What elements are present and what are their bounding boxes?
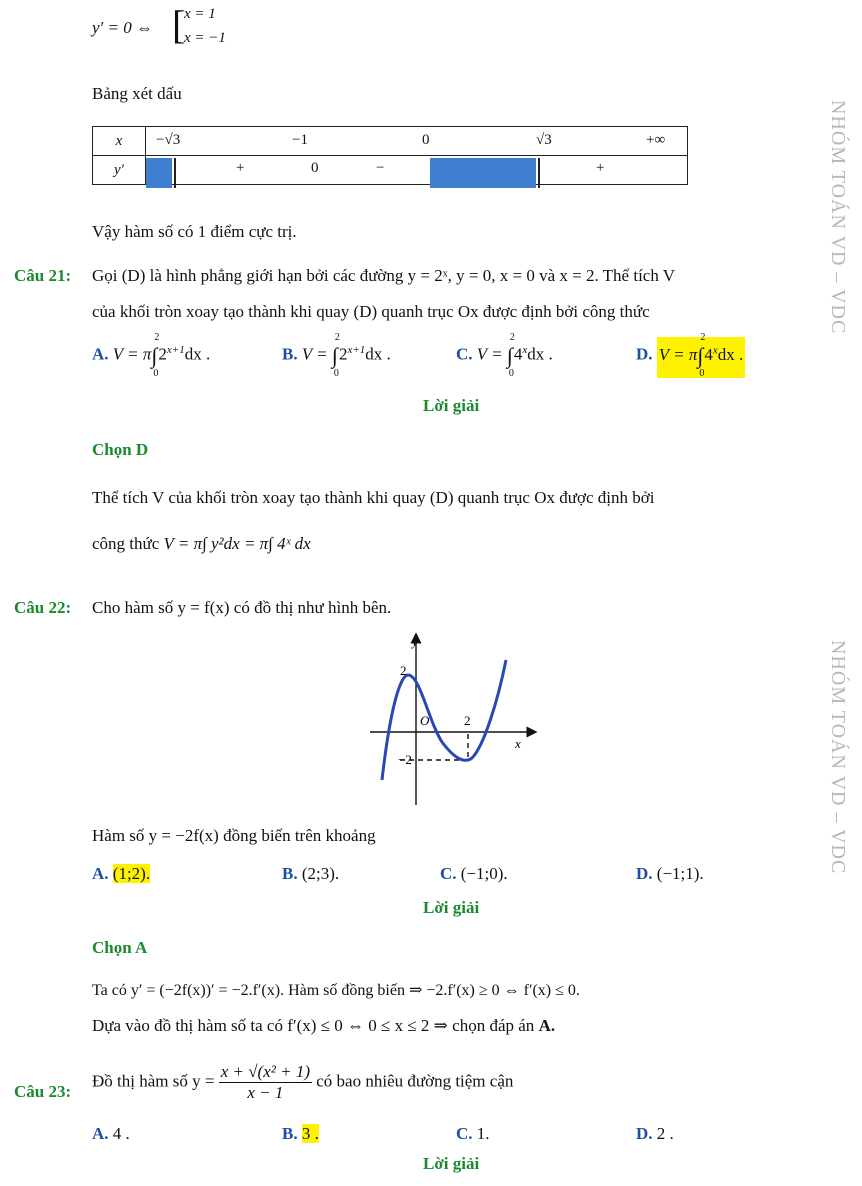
q21-solution-title: Lời giải [423, 396, 480, 415]
correct-answer-highlight: (1;2). [112, 864, 151, 883]
q23-option-a[interactable]: A. 4 . [92, 1124, 130, 1143]
double-bar-2 [538, 158, 540, 188]
double-bar-1 [174, 158, 176, 188]
conclusion: Vậy hàm số có 1 điểm cực trị. [92, 222, 297, 241]
derivative-zero-formula: y′ = 0 ⇔ [92, 18, 153, 37]
correct-answer-highlight: 3 . [301, 1124, 319, 1143]
q22-option-c[interactable]: C. (−1;0). [440, 864, 508, 883]
q22-label: Câu 22: [14, 598, 72, 617]
x-tick-2: 2 [464, 713, 471, 728]
sign-table-x-head: x [93, 127, 146, 156]
correct-answer-highlight: V = π∫ 2 0 4$^x$dx . [658, 331, 744, 379]
q23-text: Đồ thị hàm số y = $\frac{\text{x + √(x² + 1)}}{x - 1}$ có bao nhiêu đường tiệm cận [92, 1062, 514, 1102]
q22-question: Hàm số y = −2f(x) đồng biến trên khoảng [92, 826, 376, 845]
q23-option-c[interactable]: C. 1. [456, 1124, 490, 1143]
sign-plus-1: + [236, 160, 245, 176]
sign-table-y-row [146, 156, 688, 185]
q22-option-b[interactable]: B. (2;3). [282, 864, 340, 883]
case-1: x = 1 [184, 6, 216, 22]
undefined-region-1 [146, 158, 172, 188]
q23-label: Câu 23: [14, 1082, 72, 1101]
sign-table-title: Bảng xét dấu [92, 84, 182, 103]
y-tick-neg2: −2 [398, 752, 412, 767]
q23-solution-title: Lời giải [423, 1154, 480, 1173]
q22-line-2: Dựa vào đồ thị hàm số ta có f′(x) ≤ 0 ⇔ 0 ≤ x ≤ 2 ⇒ chọn đáp án A. [92, 1016, 556, 1035]
sign-minus: − [376, 160, 385, 176]
tick-neg-1: −1 [292, 132, 308, 148]
sign-plus-2: + [596, 160, 605, 176]
case-bracket: [ [172, 2, 186, 47]
sign-zero: 0 [311, 160, 319, 176]
side-watermark-1: NHÓM TOÁN VD – VDC [827, 100, 849, 335]
tick-0: 0 [422, 132, 430, 148]
q21-option-b[interactable]: B. V = ∫ 2 0 $2^{x+1}dx$ . [282, 331, 391, 379]
function-graph [360, 630, 540, 810]
sign-table-x-row [146, 127, 688, 156]
q22-option-a[interactable]: A. (1;2). [92, 864, 151, 883]
q21-text-2: của khối tròn xoay tạo thành khi quay (D) quanh trục Ox được định bởi công thức [92, 302, 650, 321]
q22-option-d[interactable]: D. (−1;1). [636, 864, 704, 883]
tick-sqrt3: √3 [536, 132, 552, 148]
integral-sign: ∫ 2 0 [331, 331, 340, 379]
q21-option-a[interactable]: A. V = π∫ 2 0 $2^{x+1}dx$ . [92, 331, 211, 379]
q23-option-b[interactable]: B. 3 . [282, 1124, 319, 1143]
q23-fraction: $\frac{\text{x + √(x² + 1)}}{x - 1}$ [220, 1062, 310, 1102]
q22-text: Cho hàm số y = f(x) có đồ thị như hình bên. [92, 598, 392, 617]
q21-option-d[interactable]: D. V = π∫ 2 0 4$^x$dx . [636, 331, 744, 379]
q21-option-c[interactable]: C. V = ∫ 2 0 4$^x$dx . [456, 331, 553, 379]
q22-line-1: Ta có y′ = (−2f(x))′ = −2.f′(x). Hàm số đồng biến ⇒ −2.f′(x) ≥ 0 ⇔ f′(x) ≤ 0. [92, 982, 580, 999]
q21-label: Câu 21: [14, 266, 72, 285]
y-tick-2: 2 [400, 663, 407, 678]
undefined-region-2 [430, 158, 536, 188]
tick-plus-inf: +∞ [646, 132, 666, 148]
integral-sign: ∫ 2 0 [506, 331, 515, 379]
q21-explain-1: Thể tích V của khối tròn xoay tạo thành khi quay (D) quanh trục Ox được định bởi [92, 488, 655, 507]
case-2: x = −1 [184, 30, 226, 46]
integral-sign: ∫ 2 0 [697, 331, 706, 379]
q23-option-d[interactable]: D. 2 . [636, 1124, 674, 1143]
q21-choose: Chọn D [92, 440, 149, 459]
side-watermark-2: NHÓM TOÁN VD – VDC [827, 640, 849, 875]
x-label: x [515, 736, 521, 751]
origin-label: O [420, 713, 430, 728]
q22-choose: Chọn A [92, 938, 148, 957]
sign-table-y-head: y′ [93, 156, 146, 185]
q21-text-1: Gọi (D) là hình phẳng giới hạn bởi các đường y = 2ˣ, y = 0, x = 0 và x = 2. Thể tích V [92, 266, 676, 285]
sign-table [92, 126, 688, 185]
tick-neg-sqrt3: −√3 [156, 132, 181, 148]
q22-solution-title: Lời giải [423, 898, 480, 917]
y-label: y [412, 634, 418, 649]
q21-explain-2: công thức V = π∫ y²dx = π∫ 4ˣ dx [92, 534, 311, 553]
integral-sign: ∫ 2 0 [151, 331, 160, 379]
